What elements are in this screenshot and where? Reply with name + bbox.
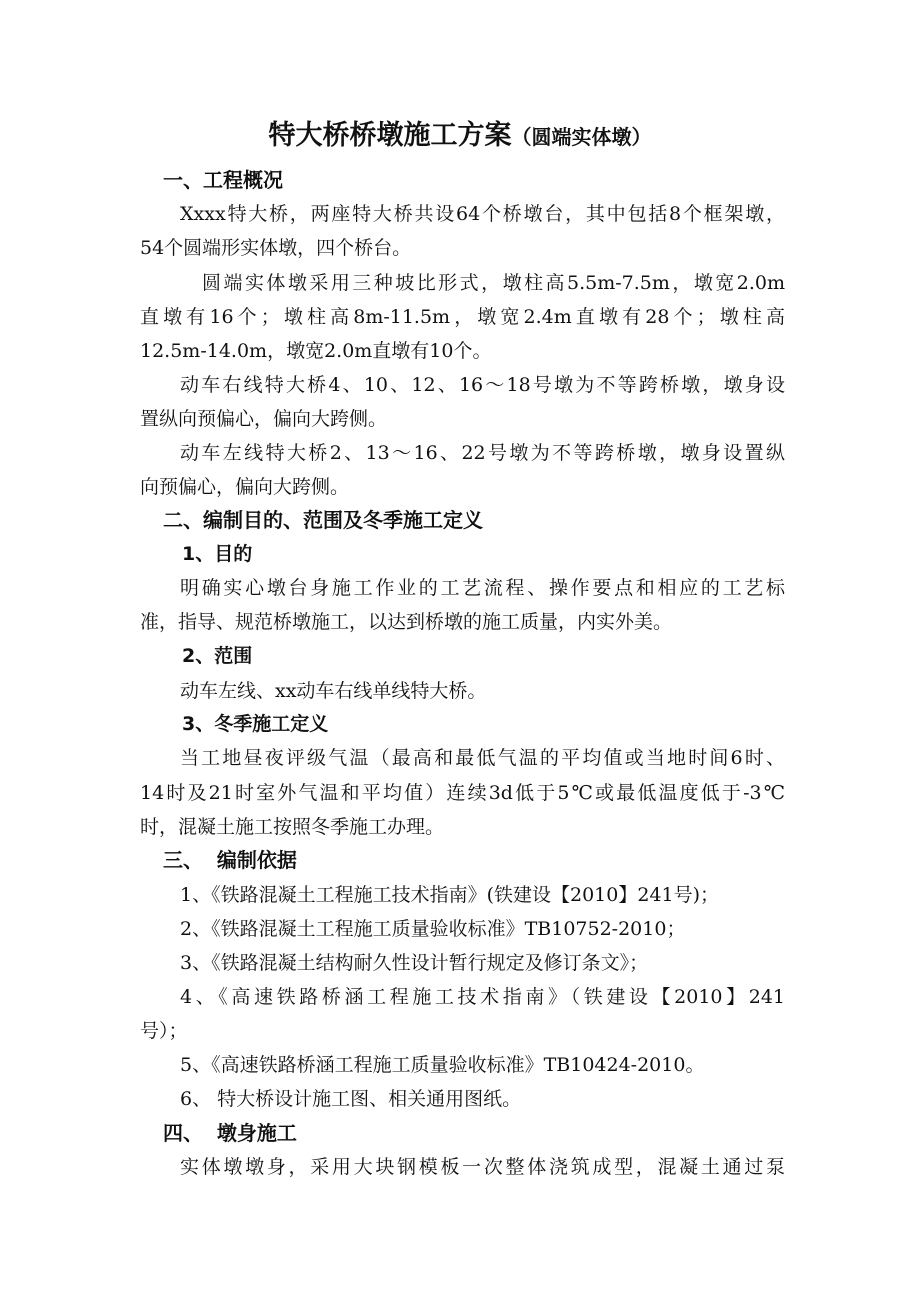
paragraph-line: 动车左线特大桥2、13～16、22号墩为不等跨桥墩，墩身设置纵 — [180, 442, 785, 464]
paragraph-line: 动车左线、xx动车右线单线特大桥。 — [180, 680, 487, 702]
reference-item: 1、《铁路混凝土工程施工技术指南》(铁建设【2010】241号)； — [180, 884, 720, 906]
reference-item: 3、《铁路混凝土结构耐久性设计暂行规定及修订条文》； — [180, 952, 649, 974]
title-subtitle: （圆端实体墩） — [511, 125, 652, 149]
reference-item: 4、《高速铁路桥涵工程施工技术指南》（铁建设【2010】241 — [180, 986, 785, 1008]
paragraph-line: 当工地昼夜评级气温（最高和最低气温的平均值或当地时间6时、 — [180, 747, 785, 769]
paragraph-line: 实体墩墩身，采用大块钢模板一次整体浇筑成型，混凝土通过泵 — [180, 1156, 785, 1178]
title-main: 特大桥桥墩施工方案 — [268, 120, 512, 151]
document-title — [0, 116, 920, 157]
subheading-winter-definition: 3、冬季施工定义 — [182, 713, 329, 735]
section-heading-pier-construction: 四、 墩身施工 — [163, 1121, 297, 1145]
reference-item: 5、《高速铁路桥涵工程施工质量验收标准》TB10424-2010。 — [180, 1054, 705, 1076]
section-heading-purpose-scope: 二、编制目的、范围及冬季施工定义 — [163, 508, 483, 532]
paragraph-line: 动车右线特大桥4、10、12、16～18号墩为不等跨桥墩，墩身设 — [180, 374, 785, 396]
reference-item-continued: 号）； — [140, 1020, 188, 1042]
reference-item: 6、 特大桥设计施工图、相关通用图纸。 — [180, 1088, 522, 1110]
paragraph-line: 14时及21时室外气温和平均值）连续3d低于5℃或最低温度低于-3℃ — [140, 782, 785, 804]
subheading-scope: 2、范围 — [182, 645, 253, 667]
reference-item: 2、《铁路混凝土工程施工质量验收标准》TB10752-2010； — [180, 918, 686, 940]
section-heading-overview: 一、工程概况 — [163, 168, 283, 192]
paragraph-line: Xxxx特大桥，两座特大桥共设64个桥墩台，其中包括8个框架墩， — [180, 203, 785, 225]
paragraph-line: 12.5m-14.0m，墩宽2.0m直墩有10个。 — [140, 340, 492, 362]
paragraph-line: 圆端实体墩采用三种坡比形式，墩柱高5.5m-7.5m，墩宽2.0m — [202, 272, 785, 294]
paragraph-line: 置纵向预偏心，偏向大跨侧。 — [140, 408, 388, 430]
subheading-purpose: 1、目的 — [182, 543, 253, 565]
paragraph-line: 54个圆端形实体墩，四个桥台。 — [140, 237, 412, 259]
paragraph-line: 向预偏心，偏向大跨侧。 — [140, 476, 350, 498]
section-heading-basis: 三、 编制依据 — [163, 848, 297, 872]
paragraph-line: 准，指导、规范桥墩施工，以达到桥墩的施工质量，内实外美。 — [140, 611, 673, 633]
paragraph-line: 明确实心墩台身施工作业的工艺流程、操作要点和相应的工艺标 — [180, 577, 785, 599]
paragraph-line: 直墩有16个；墩柱高8m-11.5m，墩宽2.4m直墩有28个；墩柱高 — [140, 306, 785, 328]
paragraph-line: 时，混凝土施工按照冬季施工办理。 — [140, 816, 445, 838]
